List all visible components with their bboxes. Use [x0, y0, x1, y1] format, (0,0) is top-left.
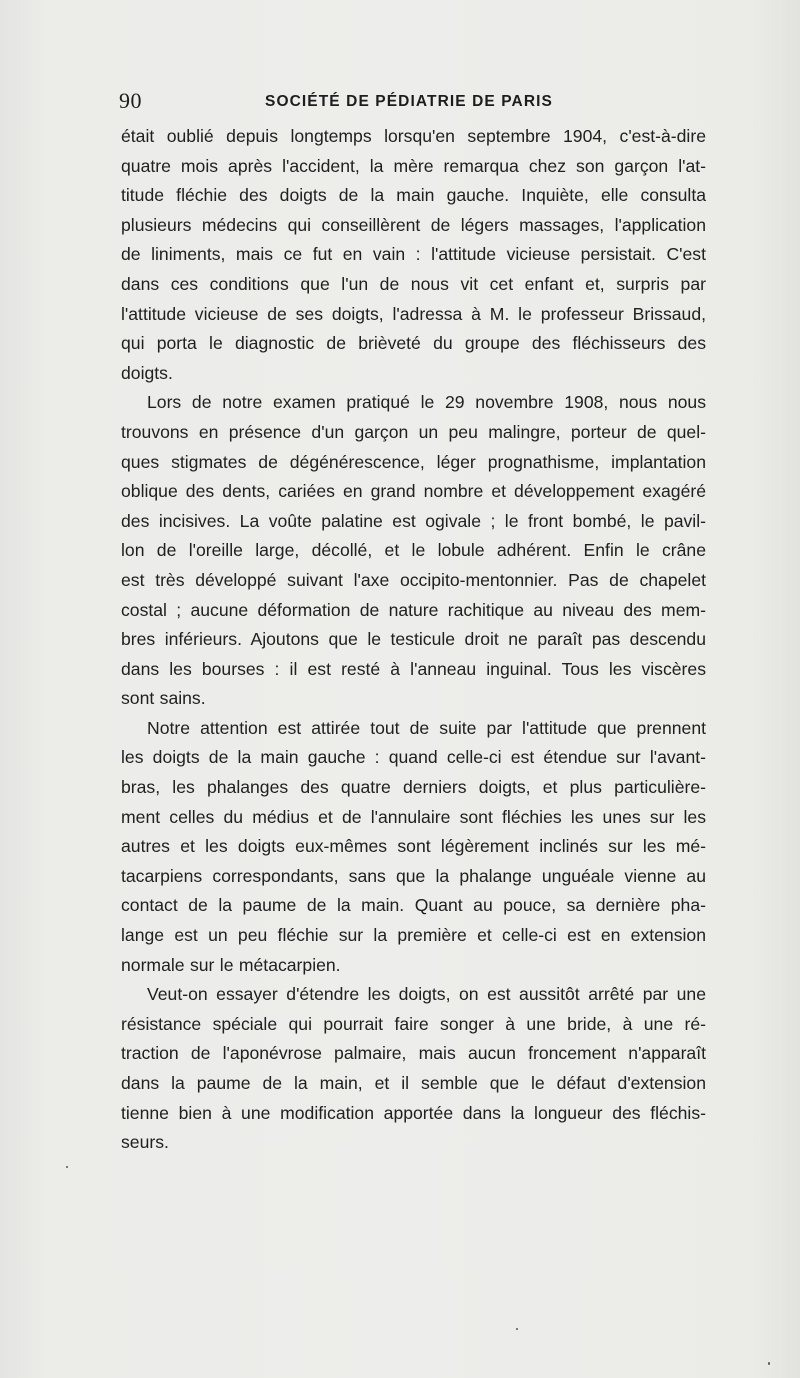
text-line: oblique des dents, cariées en grand nombre et développement exagéré [121, 481, 706, 502]
paragraph-2 [121, 388, 706, 714]
text-line: plusieurs médecins qui conseillèrent de légers massages, l'application [121, 214, 706, 235]
text-line: tienne bien à une modification apportée dans la longueur des fléchis- [121, 1102, 706, 1123]
text-line: bres inférieurs. Ajoutons que le testicule droit ne paraît pas descendu [121, 629, 706, 650]
text-line: dans la paume de la main, et il semble que le défaut d'extension [121, 1073, 706, 1093]
text-line: ment celles du médius et de l'annulaire sont fléchies les unes sur les [121, 806, 706, 827]
text-line: costal ; aucune déformation de nature rachitique au niveau des mem- [121, 599, 706, 620]
text-line: Lors de notre examen pratiqué le 29 novembre 1908, nous nous [147, 392, 706, 413]
page-header [119, 88, 739, 118]
text-line: lon de l'oreille large, décollé, et le lobule adhérent. Enfin le crâne [121, 540, 706, 561]
text-line: Veut-on essayer d'étendre les doigts, on est aussitôt arrêté par une [147, 984, 706, 1005]
text-line: lange est un peu fléchie sur la première et celle-ci est en extension [121, 925, 706, 946]
paper-speck [516, 1328, 518, 1330]
text-line: traction de l'aponévrose palmaire, mais aucun froncement n'apparaît [121, 1043, 706, 1064]
text-line: dans ces conditions que l'un de nous vit cet enfant et, surpris par [121, 273, 706, 294]
text-line: bras, les phalanges des quatre derniers doigts, et plus particulière- [121, 777, 706, 798]
paper-speck [768, 1362, 770, 1365]
text-line: normale sur le métacarpien. [121, 954, 341, 975]
text-line: autres et les doigts eux-mêmes sont légèrement inclinés sur les mé- [121, 836, 706, 857]
text-line: ques stigmates de dégénérescence, léger prognathisme, implantation [121, 451, 706, 472]
text-line: dans les bourses : il est resté à l'anneau inguinal. Tous les viscères [121, 658, 706, 679]
body-text [121, 122, 706, 1158]
text-line: quatre mois après l'accident, la mère remarqua chez son garçon l'at- [121, 155, 706, 176]
text-line: contact de la paume de la main. Quant au pouce, sa dernière pha- [121, 895, 706, 916]
text-line: l'attitude vicieuse de ses doigts, l'adressa à M. le professeur Brissaud, [121, 303, 706, 324]
text-line: sont sains. [121, 688, 206, 709]
text-line: titude fléchie des doigts de la main gauche. Inquiète, elle consulta [121, 185, 706, 206]
text-line: trouvons en présence d'un garçon un peu malingre, porteur de quel- [121, 421, 706, 442]
text-line: Notre attention est attirée tout de suite par l'attitude que prennent [147, 717, 706, 738]
running-title: SOCIÉTÉ DE PÉDIATRIE DE PARIS [265, 93, 553, 110]
paragraph-1 [121, 122, 706, 388]
text-line: est très développé suivant l'axe occipito-mentonnier. Pas de chapelet [121, 569, 706, 590]
paragraph-4 [121, 980, 706, 1158]
text-line: tacarpiens correspondants, sans que la phalange unguéale vienne au [121, 865, 706, 886]
text-line: était oublié depuis longtemps lorsqu'en septembre 1904, c'est-à-dire [121, 126, 706, 146]
text-line: de liniments, mais ce fut en vain : l'attitude vicieuse persistait. C'est [121, 244, 706, 265]
text-line: doigts. [121, 362, 173, 383]
text-line: des incisives. La voûte palatine est ogivale ; le front bombé, le pavil- [121, 510, 706, 531]
text-line: les doigts de la main gauche : quand celle-ci est étendue sur l'avant- [121, 747, 706, 768]
text-line: seurs. [121, 1132, 169, 1153]
text-line: résistance spéciale qui pourrait faire songer à une bride, à une ré- [121, 1013, 706, 1034]
paragraph-3 [121, 714, 706, 980]
page-number: 90 [119, 88, 142, 113]
text-line: qui porta le diagnostic de brièveté du groupe des fléchisseurs des [121, 333, 706, 354]
paper-speck [66, 1166, 68, 1168]
